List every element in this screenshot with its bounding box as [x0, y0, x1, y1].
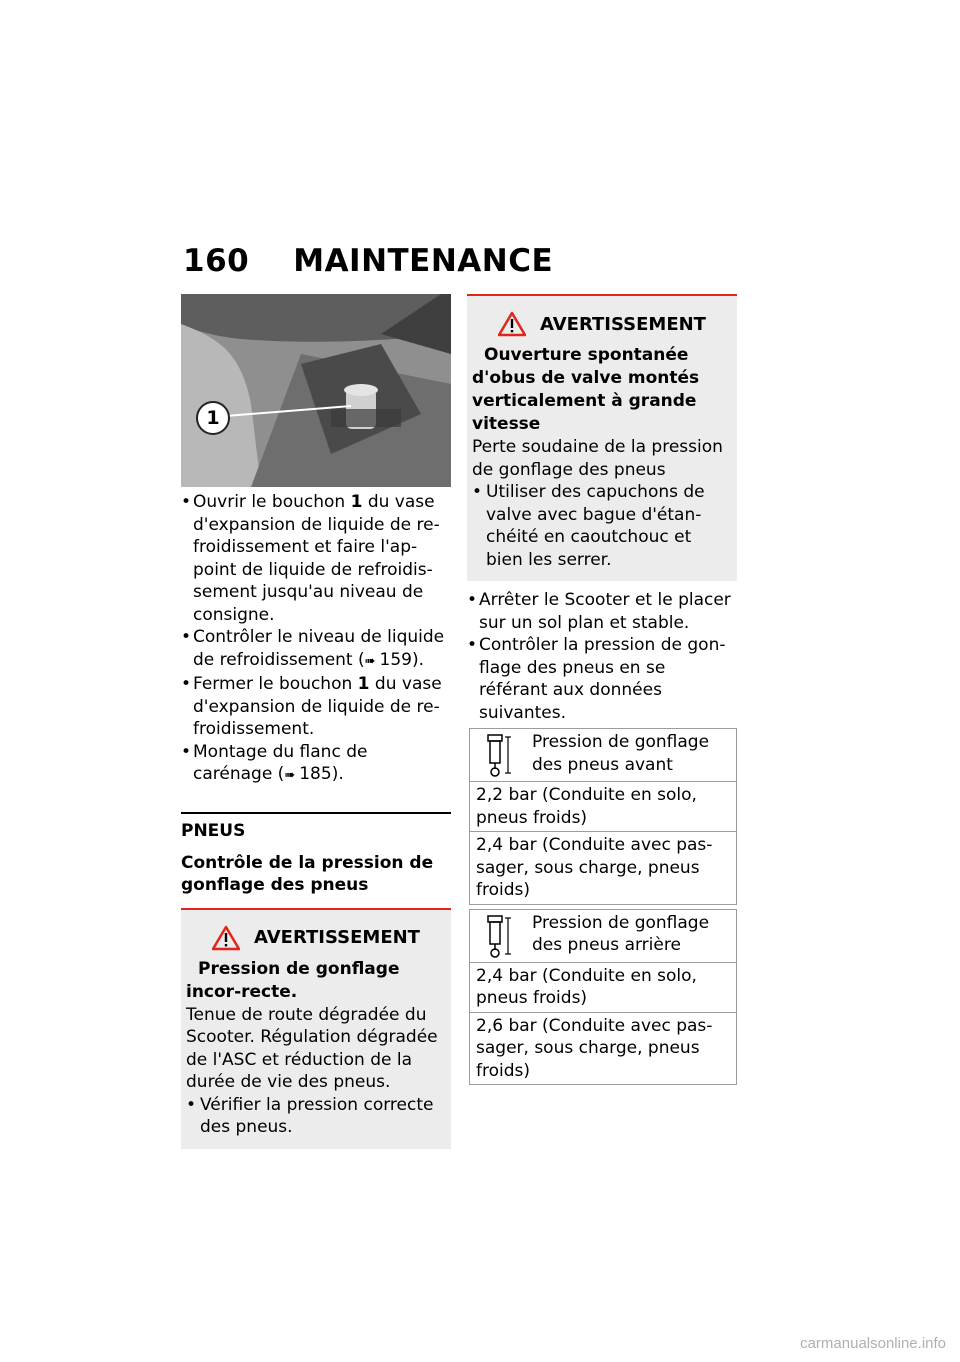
list-item: • Contrôler la pression de gon-flage des pneus en se référant aux données suivantes. [467, 635, 726, 723]
subsection-title: Contrôle de la pression de gonflage des pneus [181, 852, 434, 895]
table-row [470, 782, 737, 832]
list-item: • Arrêter le Scooter et le placer sur un sol plan et stable. [467, 590, 731, 633]
bullet-icon: • [467, 590, 478, 610]
warning-label: AVERTISSEMENT [540, 313, 706, 335]
chapter-title: MAINTENANCE [293, 243, 554, 279]
page-number: 160 [183, 243, 250, 279]
bullet-icon: • [181, 674, 192, 694]
page-ref-link[interactable]: 159 [379, 649, 412, 670]
page-ref-link[interactable]: 185 [299, 764, 332, 784]
spec-table [469, 909, 737, 1086]
list-item: • Ouvrir le bouchon 1 du vase d'expansion de liquide de re-froidissement et faire l'ap-point de liquide de refroidis-sement jusqu'au niveau de consigne. [181, 492, 440, 625]
page-ref-arrow-icon: ➠ [284, 768, 296, 783]
spec-front-tire-pressure [467, 728, 737, 905]
bullet-icon: • [186, 1094, 197, 1115]
spec-heading: Pression de gonflage des pneus arrière [532, 912, 710, 955]
photo-illustration [181, 294, 451, 487]
list-item: • Vérifier la pression correcte des pneus. [186, 1094, 434, 1137]
right-column [467, 294, 737, 1085]
list-item: • Utiliser des capuchons de valve avec bague d'étan-chéité en caoutchouc et bien les serrer. [472, 482, 705, 570]
bullet-icon: • [467, 635, 478, 655]
warning-triangle-icon [498, 311, 526, 337]
warning-box-valve [467, 294, 737, 581]
spec-table [469, 728, 737, 905]
tire-pressure-gauge-icon [486, 733, 512, 779]
page-ref-arrow-icon: ➠ [364, 653, 376, 669]
page-heading [183, 236, 553, 286]
right-steps-list [467, 589, 737, 724]
coolant-reservoir-photo [181, 294, 451, 487]
table-row [470, 1012, 737, 1085]
warning-text: Tenue de route dégradée du Scooter. Régulation dégradée de l'ASC et réduction de la durée de vie des pneus. [186, 1004, 438, 1092]
bullet-icon: • [181, 741, 192, 762]
spec-value: 2,4 bar (Conduite en solo, pneus froids) [470, 962, 737, 1012]
warning-title: Pression de gonflage incor-recte. [186, 958, 400, 1002]
bullet-icon: • [181, 492, 192, 512]
list-item: • Montage du flanc de carénage (➠ 185). [181, 741, 451, 788]
section-title: PNEUS [181, 820, 246, 841]
table-row [470, 832, 737, 905]
warning-bullets [472, 481, 732, 571]
left-steps-list [181, 491, 451, 788]
spec-value: 2,6 bar (Conduite avec pas-sager, sous charge, pneus froids) [470, 1012, 737, 1085]
spec-value: 2,2 bar (Conduite en solo, pneus froids) [470, 782, 737, 832]
section-divider [181, 812, 451, 814]
callout-ref: 1 [350, 492, 363, 512]
spec-rear-tire-pressure [467, 909, 737, 1086]
bullet-icon: • [181, 627, 192, 647]
spec-value: 2,4 bar (Conduite avec pas-sager, sous charge, pneus froids) [470, 832, 737, 905]
warning-text: Perte soudaine de la pression de gonflage des pneus [472, 437, 723, 480]
list-item: • Fermer le bouchon 1 du vase d'expansion de liquide de re-froidissement. [181, 674, 442, 739]
bullet-icon: • [472, 482, 483, 502]
table-row [470, 729, 737, 782]
warning-bullets [186, 1094, 446, 1139]
table-row [470, 962, 737, 1012]
warning-label: AVERTISSEMENT [254, 927, 420, 948]
warning-header [472, 304, 732, 344]
spec-heading: Pression de gonflage des pneus avant [532, 732, 710, 775]
table-row [470, 909, 737, 962]
photo-callout-label: 1 [206, 407, 220, 429]
watermark: carmanualsonline.info [800, 1335, 946, 1352]
callout-ref: 1 [357, 674, 370, 694]
tire-pressure-gauge-icon [486, 914, 512, 960]
warning-triangle-icon [212, 925, 240, 951]
list-item: • Contrôler le niveau de liquide de refroidissement (➠ 159). [181, 626, 451, 673]
warning-title: Ouverture spontanée d'obus de valve montés verticalement à grande vitesse [472, 345, 700, 434]
left-column [181, 294, 451, 1149]
warning-header [186, 918, 446, 958]
warning-box-tire-pressure [181, 908, 451, 1149]
